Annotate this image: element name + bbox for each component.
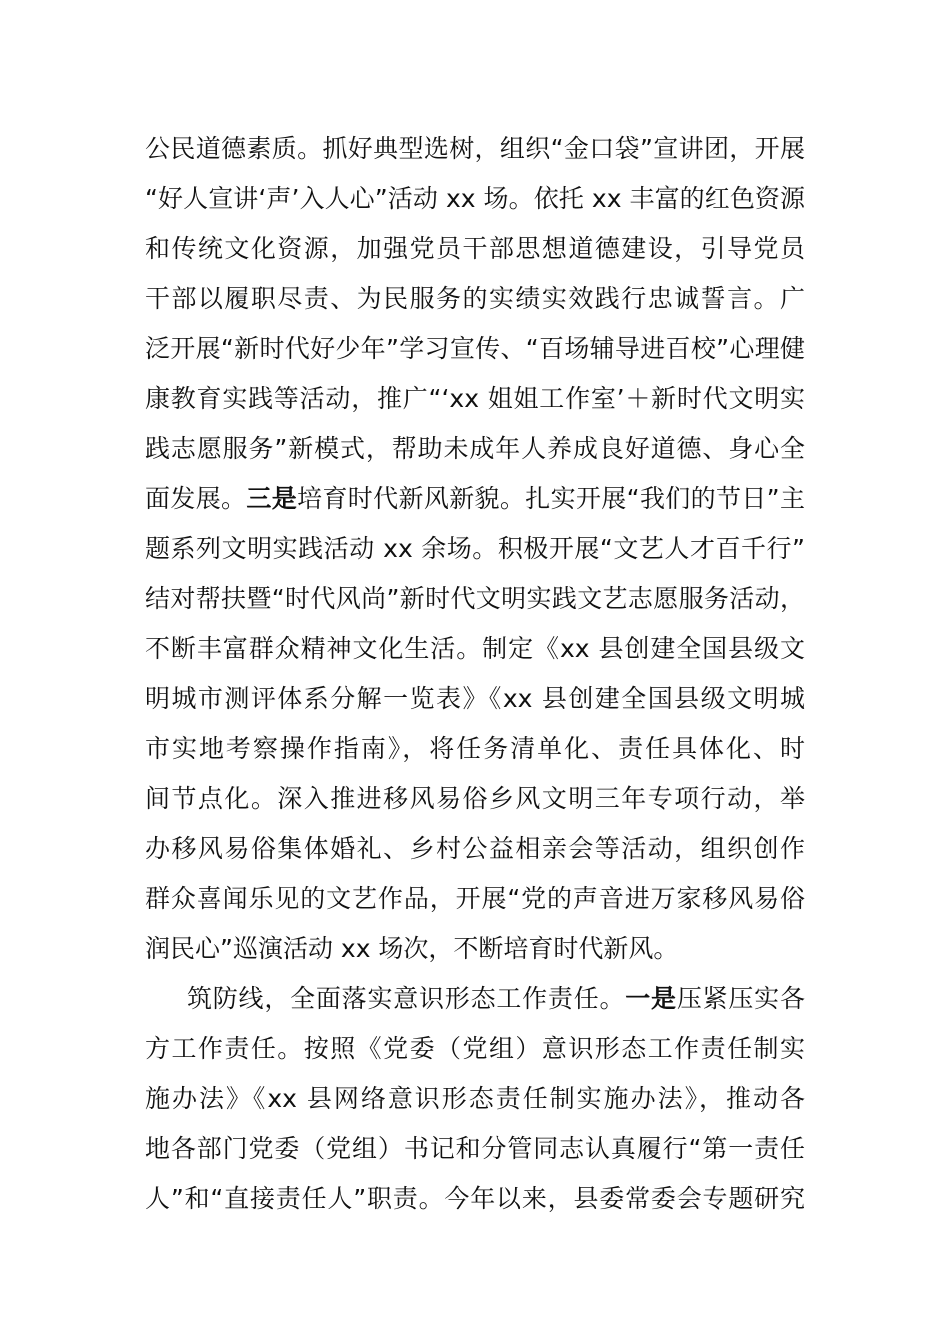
- body-text-line: [145, 324, 805, 374]
- body-text-line: [145, 824, 805, 874]
- bold-marker: 一是: [625, 984, 677, 1013]
- text-run: 筑防线，全面落实意识形态工作责任。: [187, 984, 626, 1013]
- text-run: 践志愿服务”新模式，帮助未成年人养成良好道德、身心全: [145, 434, 805, 463]
- body-text-line: [145, 724, 805, 774]
- text-run: 市实地考察操作指南》，将任务清单化、责任具体化、时: [145, 734, 805, 763]
- body-text-line: [145, 174, 805, 224]
- text-run: 间节点化。深入推进移风易俗乡风文明三年专项行动，举: [145, 784, 805, 813]
- body-text-line: [145, 624, 805, 674]
- body-text-line: [145, 124, 805, 174]
- body-text-line: [187, 974, 805, 1024]
- text-run: 培育时代新风新貌。扎实开展“我们的节日”主: [297, 484, 805, 513]
- text-run: 地各部门党委（党组）书记和分管同志认真履行“第一责任: [145, 1134, 805, 1163]
- text-run: 人”和“直接责任人”职责。今年以来，县委常委会专题研究: [145, 1184, 805, 1213]
- text-run: 泛开展“新时代好少年”学习宣传、“百场辅导进百校”心理健: [145, 334, 805, 363]
- body-text-line: [145, 1074, 805, 1124]
- text-run: 面发展。: [145, 484, 247, 513]
- text-run: 办移风易俗集体婚礼、乡村公益相亲会等活动，组织创作: [145, 834, 805, 863]
- body-text-line: [145, 874, 805, 924]
- bold-marker: 三是: [246, 484, 298, 513]
- text-run: 康教育实践等活动，推广“‘xx 姐姐工作室’＋新时代文明实: [145, 384, 805, 413]
- body-text-line: [145, 1174, 805, 1224]
- body-text-line: [145, 224, 805, 274]
- body-text-line: [145, 574, 805, 624]
- text-run: 公民道德素质。抓好典型选树，组织“金口袋”宣讲团，开展: [145, 134, 805, 163]
- text-run: 施办法》《xx 县网络意识形态责任制实施办法》，推动各: [145, 1084, 805, 1113]
- body-text-line: [145, 374, 805, 424]
- text-run: 群众喜闻乐见的文艺作品，开展“党的声音进万家移风易俗: [145, 884, 805, 913]
- body-text-line: [145, 274, 805, 324]
- text-run: 压紧压实各: [676, 984, 805, 1013]
- text-run: 结对帮扶暨“时代风尚”新时代文明实践文艺志愿服务活动，: [145, 584, 805, 613]
- body-text-line: [145, 424, 805, 474]
- body-text-line: [145, 924, 805, 974]
- text-run: 题系列文明实践活动 xx 余场。积极开展“文艺人才百千行”: [145, 534, 805, 563]
- body-text-line: [145, 774, 805, 824]
- text-run: 不断丰富群众精神文化生活。制定《xx 县创建全国县级文: [145, 634, 805, 663]
- text-run: 润民心”巡演活动 xx 场次，不断培育时代新风。: [145, 934, 679, 963]
- text-run: 方工作责任。按照《党委（党组）意识形态工作责任制实: [145, 1034, 805, 1063]
- body-text-line: [145, 1124, 805, 1174]
- body-text-line: [145, 474, 805, 524]
- body-text-line: [145, 674, 805, 724]
- body-text-line: [145, 1024, 805, 1074]
- text-run: “好人宣讲‘声’入人心”活动 xx 场。依托 xx 丰富的红色资源: [145, 184, 805, 213]
- text-run: 干部以履职尽责、为民服务的实绩实效践行忠诚誓言。广: [145, 284, 805, 313]
- body-text-line: [145, 524, 805, 574]
- text-run: 明城市测评体系分解一览表》《xx 县创建全国县级文明城: [145, 684, 805, 713]
- text-run: 和传统文化资源，加强党员干部思想道德建设，引导党员: [145, 234, 805, 263]
